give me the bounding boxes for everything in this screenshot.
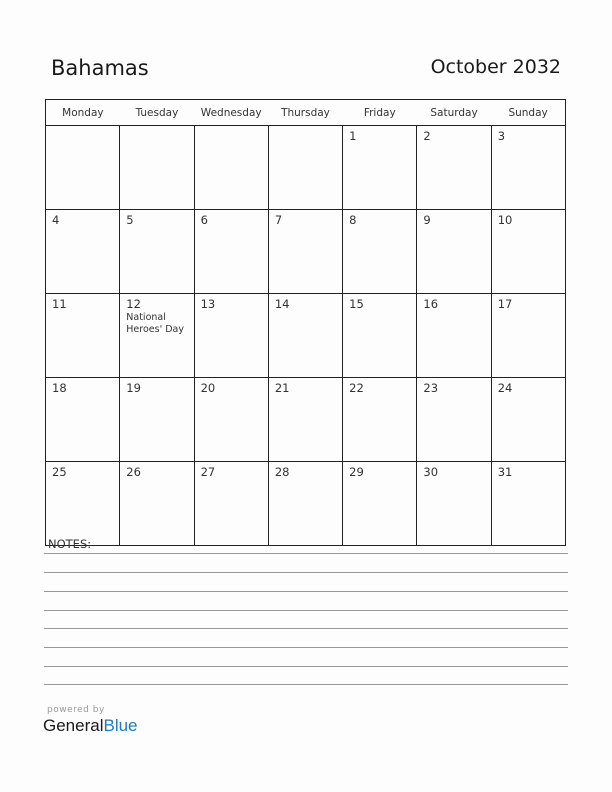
day-cell [194,294,268,378]
day-number: 10 [497,213,513,227]
day-number: 15 [349,297,364,311]
day-number: 7 [274,213,283,227]
week-row [46,126,566,210]
day-cell [343,378,417,462]
day-number: 13 [200,297,216,311]
day-number: 28 [274,465,290,479]
week-row [46,294,566,378]
day-number: 5 [126,213,134,227]
day-cell [268,378,342,462]
weekday-saturday: Saturday [417,100,491,126]
day-number: 12 [126,297,141,311]
notes-line [44,591,568,592]
day-number: 24 [497,381,513,395]
day-number: 21 [274,381,290,395]
day-cell [417,210,491,294]
day-number: 3 [497,129,506,143]
day-number: 26 [126,465,141,479]
day-number: 29 [349,465,364,479]
day-cell [120,126,194,210]
day-number: 23 [423,381,439,395]
day-cell [194,210,268,294]
day-cell [268,126,342,210]
day-cell [46,210,120,294]
day-number: 17 [497,297,513,311]
country-title: Bahamas [51,56,149,80]
day-cell [46,378,120,462]
day-number: 19 [126,381,141,395]
day-number: 18 [52,381,67,395]
day-number: 22 [349,381,364,395]
day-cell [268,294,342,378]
weekday-wednesday: Wednesday [194,100,268,126]
day-number: 30 [423,465,439,479]
day-cell [194,126,268,210]
weekday-sunday: Sunday [491,100,565,126]
brand-blue: Blue [103,716,138,735]
week-row [46,210,566,294]
day-cell [491,378,565,462]
weekday-thursday: Thursday [268,100,342,126]
generalblue-logo [43,716,138,736]
notes-line [44,628,568,629]
calendar-grid [45,99,566,546]
day-number: 20 [200,381,216,395]
notes-line [44,610,568,611]
day-cell [491,462,565,546]
day-cell [46,126,120,210]
notes-line [44,666,568,667]
day-cell [417,294,491,378]
weekday-friday: Friday [343,100,417,126]
weekday-monday: Monday [46,100,120,126]
day-cell [491,210,565,294]
weekday-header-row [46,100,566,126]
day-number: 4 [52,213,60,227]
day-cell [417,126,491,210]
day-number: 6 [200,213,208,227]
day-cell [46,294,120,378]
day-cell [491,126,565,210]
day-number: 14 [274,297,290,311]
day-cell [194,462,268,546]
notes-label: NOTES: [48,537,92,551]
day-cell [343,294,417,378]
notes-line [44,553,568,554]
day-cell [120,210,194,294]
holiday-label: National Heroes' Day [126,312,184,335]
day-cell [343,126,417,210]
day-number: 31 [497,465,513,479]
powered-by-text: powered by [47,705,105,715]
day-number: 11 [52,297,67,311]
day-cell [491,294,565,378]
day-cell [417,462,491,546]
day-cell [120,378,194,462]
week-row [46,462,566,546]
day-number: 16 [423,297,439,311]
day-number: 2 [423,129,431,143]
day-number: 9 [423,213,431,227]
day-cell [120,462,194,546]
month-title: October 2032 [430,56,561,78]
day-number: 27 [200,465,216,479]
day-cell [120,294,194,378]
day-cell [417,378,491,462]
day-number: 8 [349,213,357,227]
brand-general: General [43,716,104,735]
notes-line [44,647,568,648]
week-row [46,378,566,462]
day-cell [268,210,342,294]
notes-line [44,572,568,573]
day-cell [268,462,342,546]
day-cell [343,210,417,294]
day-number: 25 [52,465,67,479]
notes-line [44,684,568,685]
weekday-tuesday: Tuesday [120,100,194,126]
day-number: 1 [349,129,357,143]
day-cell [46,462,120,546]
day-cell [343,462,417,546]
day-cell [194,378,268,462]
